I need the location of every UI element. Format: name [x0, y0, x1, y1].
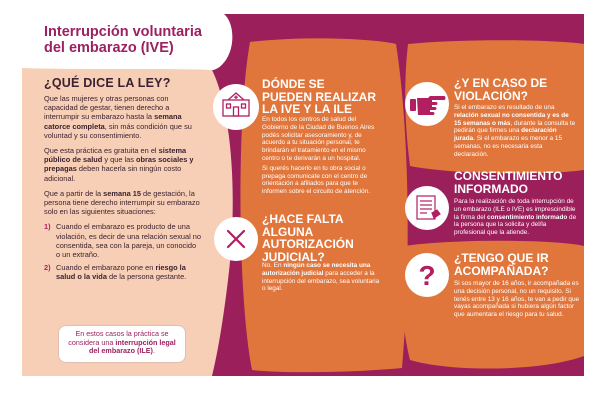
- ley-paragraph-2: Que esta práctica es gratuita en el sistema público de salud y que las obras sociales y prepagas deben hacerla sin ningún costo adicional.: [44, 146, 194, 183]
- ley-paragraph-3: Que a partir de la semana 15 de gestación, la persona tiene derecho interrumpir su embarazo solo en las siguientes situaciones:: [44, 188, 200, 217]
- acompanada-heading: ¿TENGO QUE IR ACOMPAÑADA?: [454, 251, 549, 278]
- ley-heading: ¿QUÉ DICE LA LEY?: [44, 76, 171, 90]
- ley-section: [44, 76, 202, 286]
- page-title: [44, 24, 219, 56]
- list-item: 2) Cuando el embarazo pone en riesgo la salud o la vida de la persona gestante.: [44, 263, 187, 282]
- ley-paragraph-1: Que las mujeres y otras personas con capacidad de gestar, tienen derecho a interrumpir su embarazo hasta la semana catorce completa, sin más condición que su voluntad y su consentimiento.: [44, 94, 192, 140]
- autorizacion-heading: ¿HACE FALTA ALGUNA AUTORIZACIÓN JUDICIAL?: [262, 212, 354, 264]
- title-line-2: del embarazo (IVE): [44, 40, 174, 56]
- violacion-body: Si el embarazo es resultado de una relación sexual no consentida y es de 15 semanas o más, durante la consulta te pedirán que firmes una declaración jurada. Si el embarazo es menor a 15 semanas, no es necesaria esta declaración.: [454, 104, 576, 158]
- donde-body: En todos los centros de salud del Gobierno de la Ciudad de Buenos Aires podés solicitar asesoramiento y, de acuerdo a tu situación personal, te brindarán el tratamiento en el mismo centro o te derivarán a un hospital. Si querés hacerlo en tu obra social o prepaga comunicate con el centro de orientación a afiliados para que te informen sobre el circuito de atención.: [262, 116, 375, 196]
- autorizacion-body: No. En ningún caso se necesita una autorización judicial para acceder a la interrupción del embarazo, sea voluntaria o legal.: [262, 262, 380, 293]
- question-icon: ?: [418, 260, 436, 291]
- violacion-heading: ¿Y EN CASO DE VIOLACIÓN?: [454, 76, 548, 103]
- list-item: 1) Cuando el embarazo es producto de una violación, es decir de una relación sexual no consentida, sea con la pareja, un conocido o un extraño.: [44, 222, 202, 260]
- acompanada-body: Si sos mayor de 16 años, ir acompañada es una decisión personal, no un requisito. Si tenés entre 13 y 16 años, te van a pedir que vayas acompañada si hubiera algún factor que aumentara el riesgo para tu salud.: [454, 280, 580, 319]
- consentimiento-body: Para la realización de toda interrupción de un embarazo (ILE o IVE) es imprescindible la firma del consentimiento informado de la persona que la solicita y del/la profesional que la atiende.: [454, 198, 577, 237]
- consentimiento-heading: CONSENTIMIENTO INFORMADO: [454, 169, 563, 196]
- title-line-1: Interrupción voluntaria: [44, 24, 202, 40]
- ile-callout: En estos casos la práctica se considera una interrupción legal del embarazo (ILE).: [58, 325, 186, 363]
- donde-heading: DÓNDE SE PUEDEN REALIZAR LA IVE Y LA ILE: [262, 77, 377, 116]
